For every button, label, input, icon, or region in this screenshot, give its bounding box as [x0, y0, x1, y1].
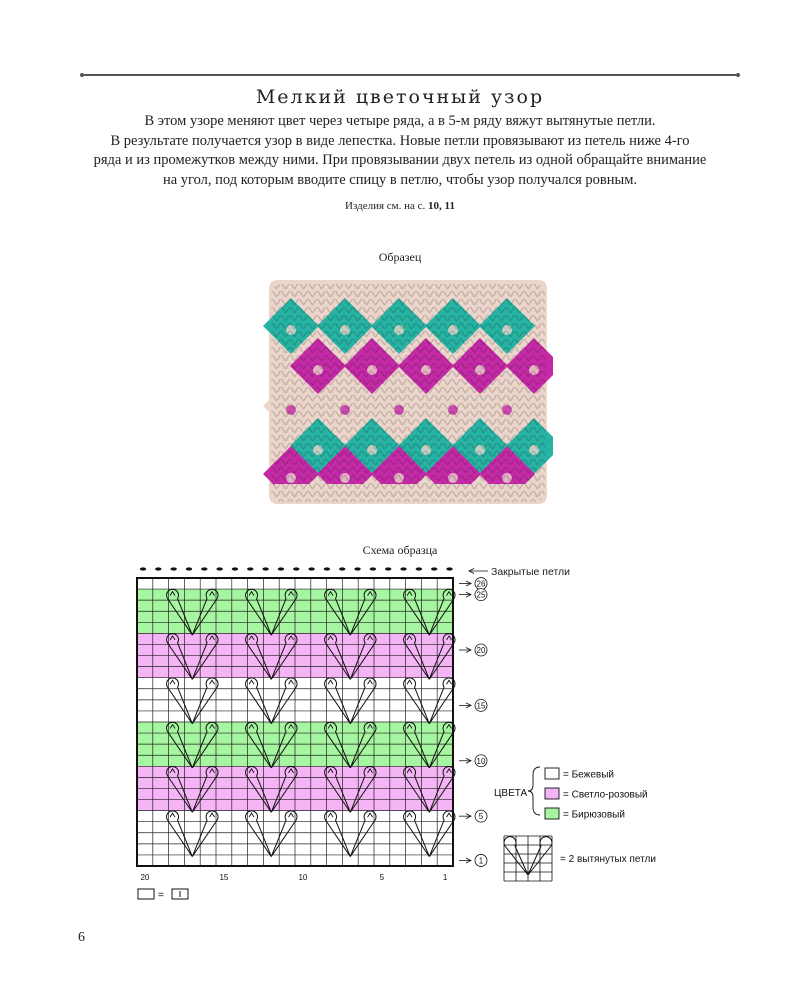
row-number-labels: [459, 569, 488, 867]
column-number-labels: [140, 873, 447, 882]
intro-line: В этом узоре меняют цвет через четыре ряда, а в 5-м ряду вяжут вытянутые петли.: [144, 113, 656, 129]
legend-swatch: [545, 788, 559, 799]
chart-grid: [137, 578, 453, 866]
bound-off-dot: [446, 567, 452, 570]
bound-off-dot: [385, 567, 391, 570]
legend-brace: [528, 767, 540, 815]
color-legend: [494, 767, 648, 821]
row-number: 25: [476, 590, 486, 600]
bound-off-dot: [140, 567, 146, 570]
legend-label: = Бирюзовый: [563, 809, 625, 821]
bound-off-dot: [155, 567, 161, 570]
bound-off-dot: [400, 567, 406, 570]
row-number: 10: [476, 756, 486, 766]
scheme-caption: Схема образца: [362, 543, 438, 557]
row-number: 5: [478, 812, 484, 822]
intro-line: ряда и из промежутков между ними. При провязывании двух петель из одной обращайте внимание: [93, 152, 707, 168]
bound-off-dot: [201, 567, 207, 570]
legend-swatch: [545, 808, 559, 819]
bound-off-dot: [278, 567, 284, 570]
intro-line: В результате получается узор в виде лепестка. Новые петли провязывают из петель ниже 4-го: [110, 132, 690, 149]
row-number: 1: [478, 856, 484, 866]
bound-off-dot: [232, 567, 238, 570]
refs-pages: 10, 11: [428, 200, 455, 212]
bound-off-dot: [370, 567, 376, 570]
bound-off-dots: [140, 567, 453, 570]
bound-off-dot: [324, 567, 330, 570]
legend-title: ЦВЕТА: [494, 788, 528, 799]
refs-prefix: Изделия см. на с.: [345, 200, 429, 212]
bound-off-dot: [247, 567, 253, 570]
bound-off-label: Закрытые петли: [491, 566, 571, 578]
bound-off-dot: [186, 567, 192, 570]
bound-off-dot: [354, 567, 360, 570]
column-number: 15: [219, 873, 229, 882]
bound-off-dot: [293, 567, 299, 570]
page-number: 6: [78, 930, 85, 945]
row-number: 20: [476, 646, 486, 655]
column-number: 5: [379, 873, 385, 882]
key-empty-box: [138, 889, 154, 899]
legend-label: = Бежевый: [563, 769, 614, 781]
column-number: 20: [140, 873, 150, 882]
bound-off-dot: [339, 567, 345, 570]
page-title: Мелкий цветочный узор: [255, 86, 545, 108]
bound-off-dot: [262, 567, 268, 570]
key-equals: =: [158, 890, 164, 901]
bound-off-dot: [308, 567, 314, 570]
column-number: 10: [298, 873, 308, 882]
column-number: 1: [442, 873, 448, 882]
sample-caption: Образец: [378, 250, 422, 264]
intro-line: на угол, под которым вводите спицу в петлю, чтобы узор получался ровным.: [162, 171, 638, 188]
symbol-key-label: = 2 вытянутых петли: [560, 854, 656, 865]
row-number: 15: [476, 701, 486, 711]
row-number: 26: [476, 579, 486, 589]
bound-off-dot: [416, 567, 422, 570]
bound-off-dot: [431, 567, 437, 570]
legend-swatch: [545, 768, 559, 779]
legend-label: = Светло-розовый: [563, 789, 648, 801]
bound-off-dot: [216, 567, 222, 570]
bound-off-dot: [170, 567, 176, 570]
